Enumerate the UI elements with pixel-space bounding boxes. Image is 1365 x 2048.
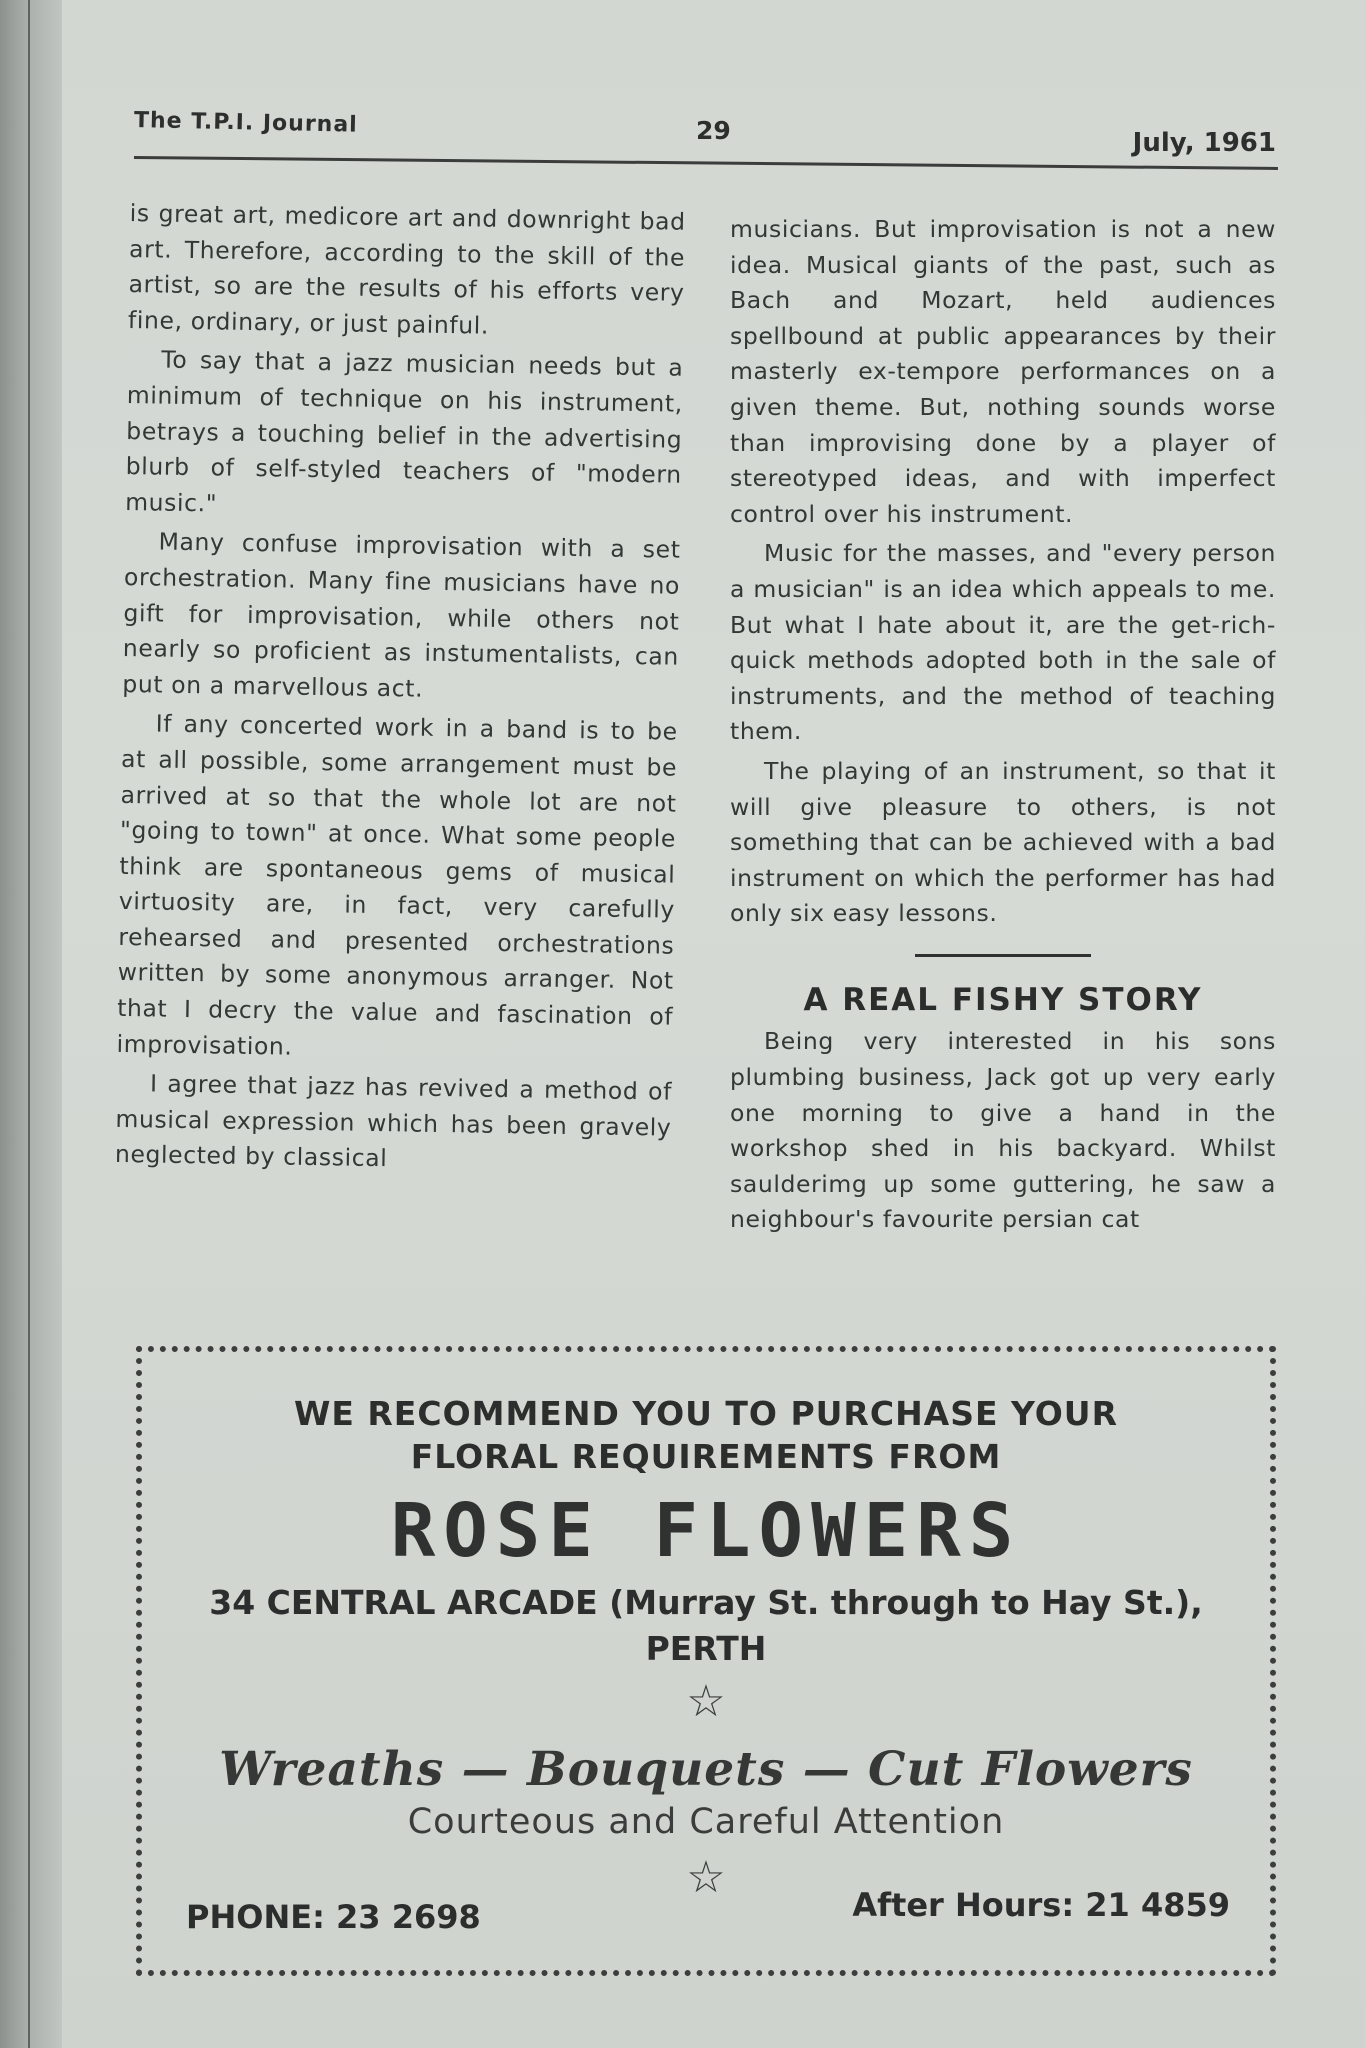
ad-address	[142, 1580, 1270, 1672]
ad-recommend-line: FLORAL REQUIREMENTS FROM	[410, 1437, 1002, 1476]
ad-address-line: 34 CENTRAL ARCADE (Murray St. through to Hay St.),	[209, 1583, 1203, 1622]
header-rule	[134, 156, 1278, 170]
binding-shadow	[0, 0, 62, 2048]
left-column	[115, 196, 686, 1186]
paragraph: musicians. But improvisation is not a new idea. Musical giants of the past, such as Bach and Mozart, held audiences spellbound at public appearances by their masterly ex-tempore performances on a given theme. But, nothing sounds worse than improvising done by a player of stereotyped ideas, and with imperfect control over his instrument.	[730, 215, 1276, 528]
right-column	[730, 212, 1276, 1242]
ad-tagline: Courteous and Careful Attention	[407, 1802, 1005, 1842]
star-icon: ☆	[686, 1676, 726, 1727]
paragraph: To say that a jazz musician needs but a minimum of technique on his instrument, betrays a touching belief in the advertising blurb of self-styled teachers of "modern music."	[124, 345, 684, 518]
ad-services: Wreaths — Bouquets — Cut Flowers	[219, 1742, 1193, 1797]
paragraph: Music for the masses, and "every person a musician" is an idea which appeals to me. But what I hate about it, are the get-rich-quick methods adopted both in the sale of instruments, and the method of teaching them.	[730, 539, 1276, 746]
ad-phone: PHONE: 23 2698	[186, 1898, 481, 1936]
paragraph: I agree that jazz has revived a method of musical expression which has been gravely neglected by classical	[114, 1069, 673, 1173]
story-title: A REAL FISHY STORY	[803, 981, 1203, 1018]
section-divider	[915, 954, 1091, 957]
journal-title: The T.P.I. Journal	[133, 108, 358, 138]
ad-after-hours-phone: After Hours: 21 4859	[852, 1886, 1230, 1924]
paragraph: If any concerted work in a band is to be at all possible, some arrangement must be arrived at so that the whole lot are not "going to town" at once. What some people think are spontaneous gems of musical virtuosity are, in fact, very carefully rehearsed and presented orchestrations written by some anonymous arranger. Not that I decry the value and fascination of improvisation.	[116, 709, 678, 1061]
star-icon: ☆	[686, 1852, 726, 1903]
binding-edge	[28, 0, 30, 2048]
paragraph: Being very interested in his sons plumbing business, Jack got up very early one morning to give a hand in the workshop shed in his backyard. Whilst saulderimg up some guttering, he saw a neighbour's favourite persian cat	[730, 1027, 1276, 1234]
paragraph: is great art, medicore art and downright bad art. Therefore, according to the skill of the artist, so are the results of his efforts very fine, ordinary, or just painful.	[127, 198, 686, 340]
page-number: 29	[696, 116, 731, 145]
ad-address-city: PERTH	[645, 1629, 767, 1668]
ad-recommend-text	[142, 1392, 1270, 1478]
page-header	[134, 98, 1276, 168]
paragraph: Many confuse improvisation with a set orchestration. Many fine musicians have no gift for improvisation, while others not nearly so proficient as instumentalists, can put on a marvellous act.	[122, 527, 681, 703]
ad-recommend-line: WE RECOMMEND YOU TO PURCHASE YOUR	[293, 1394, 1119, 1433]
issue-date: July, 1961	[1132, 128, 1276, 158]
paragraph: The playing of an instrument, so that it will give pleasure to others, is not something that can be achieved with a bad instrument on which the performer has had only six easy lessons.	[730, 756, 1276, 928]
advertisement-box	[136, 1346, 1276, 1976]
ad-brand-name: ROSE FLOWERS	[390, 1488, 1022, 1574]
